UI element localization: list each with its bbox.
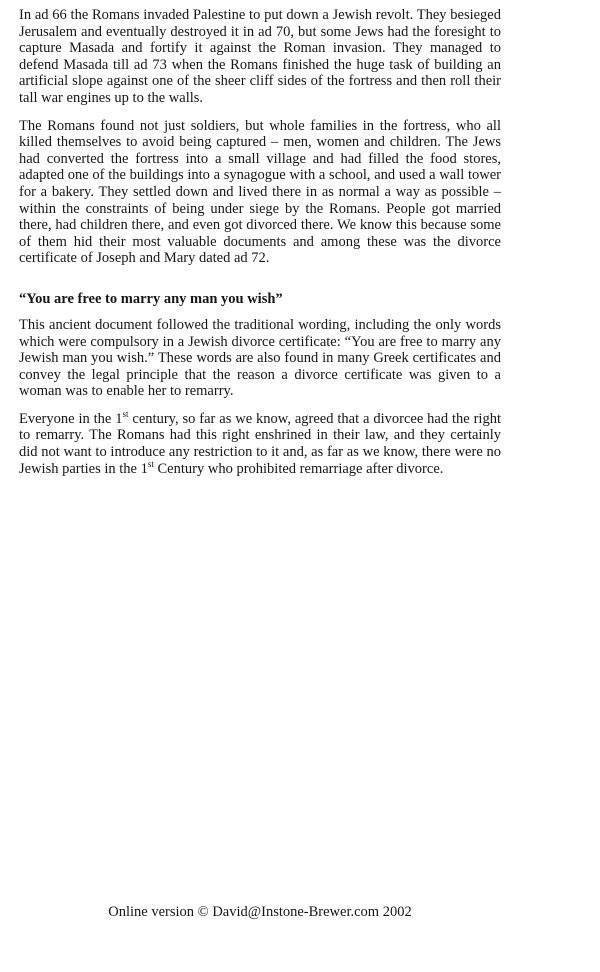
para4-text-1: Everyone in the 1 (19, 410, 123, 427)
ordinal-superscript: st (147, 458, 154, 469)
para4-text-3: Century who prohibited remarriage after divorce. (153, 460, 444, 477)
section-heading-free-to-marry: “You are free to marry any man you wish” (19, 290, 283, 307)
footer-credit: Online version © David@Instone-Brewer.com 2002 (108, 904, 412, 920)
paragraph-fortress-families: The Romans found not just soldiers, but whole families in the fortress, who all killed themselves to avoid being captured – men, women and children. The Jews had converted the fortress into a small village and had filled the food stores, adapted one of the buildings into a synagogue with a school, and used a wall tower for a bakery. They settled down and lived there in as normal a way as possible – within the constraints of being under siege by the Romans. People got married there, had children there, and even got divorced there. We know this because some of them hid their most valuable documents and among these was the divorce certificate of Joseph and Mary dated ad 72. (19, 117, 501, 267)
paragraph-divorce-certificate-wording: This ancient document followed the traditional wording, including the only words which were compulsory in a Jewish divorce certificate: “You are free to marry any Jewish man you wish.” These words are also found in many Greek certificates and convey the legal principle that the reason a divorce certificate was given to a woman was to enable her to remarry. (19, 316, 501, 400)
paragraph-masada-siege: In ad 66 the Romans invaded Palestine to put down a Jewish revolt. They besieged Jerusalem and eventually destroyed it in ad 70, but some Jews had the foresight to capture Masada and fortify it against the Roman invasion. They managed to defend Masada till ad 73 when the Romans finished the huge task of building an artificial slope against one of the sheer cliff sides of the fortress and then roll their tall war engines up to the walls. (19, 7, 501, 106)
para4-text-2: century, so far as we know, agreed that a divorcee had the right to remarry. The Romans had this right enshrined in their law, and they certainly did not want to introduce any restriction to it and, as far as we know, there were no Jewish parties in the 1 (19, 410, 501, 477)
document-body (19, 7, 501, 488)
paragraph-right-to-remarry (19, 411, 501, 477)
ordinal-superscript: st (122, 409, 129, 420)
